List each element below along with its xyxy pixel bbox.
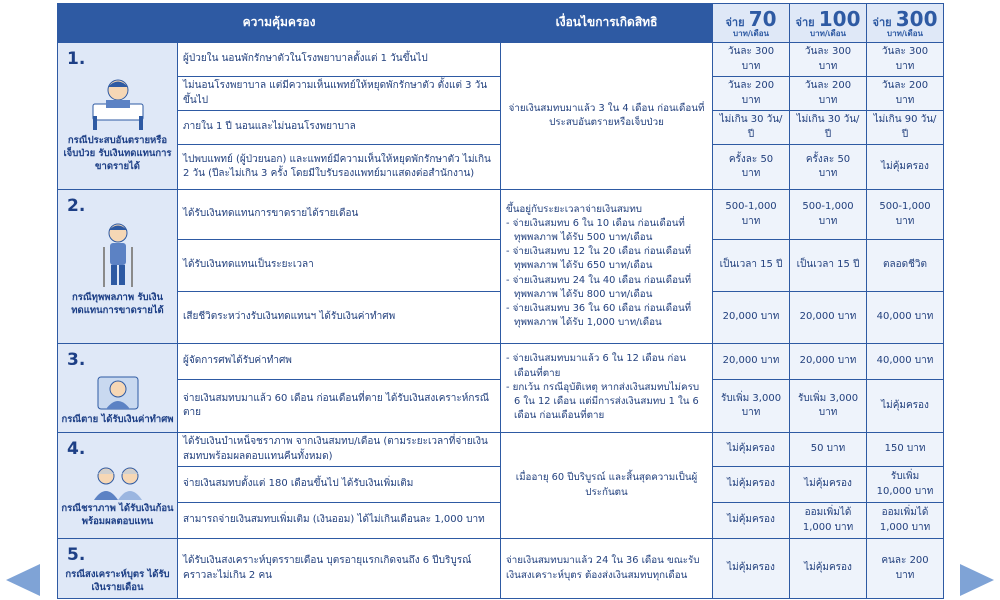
section-number: 3. xyxy=(67,350,86,370)
value-plan-100: ไม่คุ้มครอง xyxy=(790,539,867,599)
value-plan-100: 500-1,000 บาท xyxy=(790,190,867,240)
coverage-text: สามารถจ่ายเงินสมทบเพิ่มเติม (เงินออม) ได้ไม่เกินเดือนละ 1,000 บาท xyxy=(178,503,501,539)
table-row xyxy=(58,292,944,344)
table-row xyxy=(58,240,944,292)
section-number: 5. xyxy=(67,545,86,565)
section-caption: กรณีชราภาพ ได้รับเงินก้อนพร้อมผลตอบแทน xyxy=(61,502,174,527)
table-row xyxy=(58,145,944,190)
section-caption: กรณีประสบอันตรายหรือเจ็บป่วย รับเงินทดแทนการขาดรายได้ xyxy=(63,134,172,173)
coverage-text: ผู้ป่วยใน นอนพักรักษาตัวในโรงพยาบาลตั้งแต่ 1 วันขึ้นไป xyxy=(178,43,501,77)
section-3-label xyxy=(58,344,178,433)
header-condition: เงื่อนไขการเกิดสิทธิ xyxy=(501,4,713,43)
section-2-label xyxy=(58,190,178,344)
value-plan-70: ครั้งละ 50 บาท xyxy=(713,145,790,190)
coverage-text: ไปพบแพทย์ (ผู้ป่วยนอก) และแพทย์มีความเห็นให้หยุดพักรักษาตัว ไม่เกิน 2 วัน (ปีละไม่เกิน 3 ครั้ง โดยมีใบรับรองแพทย์มาแสดงต่อสำนักงาน) xyxy=(178,145,501,190)
value-plan-100: 20,000 บาท xyxy=(790,292,867,344)
previous-page-arrow-icon[interactable] xyxy=(6,564,40,596)
benefits-table-frame xyxy=(57,3,943,595)
condition-item: - ยกเว้น กรณีอุบัติเหตุ หากส่งเงินสมทบไม่ครบ 6 ใน 12 เดือน แต่มีการส่งเงินสมทบ 1 ใน 6 เดือน ก่อนเดือนที่ตาย xyxy=(506,381,700,422)
condition-item: - จ่ายเงินสมทบ 6 ใน 10 เดือน ก่อนเดือนที่ทุพพลภาพ ได้รับ 500 บาท/เดือน xyxy=(506,217,685,243)
elderly-couple-icon xyxy=(86,464,150,500)
condition-title: ขึ้นอยู่กับระยะเวลาจ่ายเงินสมทบ xyxy=(506,203,642,215)
condition-cell xyxy=(501,344,713,433)
value-plan-100: เป็นเวลา 15 ปี xyxy=(790,240,867,292)
value-plan-100: ไม่เกิน 30 วัน/ปี xyxy=(790,111,867,145)
section-number: 1. xyxy=(67,49,86,69)
table-row xyxy=(58,344,944,380)
value-plan-100: 20,000 บาท xyxy=(790,344,867,380)
value-plan-300: ไม่คุ้มครอง xyxy=(867,380,944,433)
benefits-table xyxy=(57,3,944,599)
table-row xyxy=(58,190,944,240)
value-plan-70: ไม่คุ้มครอง xyxy=(713,433,790,467)
table-row xyxy=(58,467,944,503)
value-plan-70: เป็นเวลา 15 ปี xyxy=(713,240,790,292)
header-plan-300: จ่าย 300 บาท/เดือน xyxy=(867,4,944,43)
table-header-row xyxy=(58,4,944,43)
value-plan-100: วันละ 200 บาท xyxy=(790,77,867,111)
value-plan-70: วันละ 300 บาท xyxy=(713,43,790,77)
coverage-text: ได้รับเงินสงเคราะห์บุตรรายเดือน บุตรอายุแรกเกิดจนถึง 6 ปีบริบูรณ์ คราวละไม่เกิน 2 คน xyxy=(178,539,501,599)
value-plan-70: รับเพิ่ม 3,000 บาท xyxy=(713,380,790,433)
value-plan-100: 50 บาท xyxy=(790,433,867,467)
value-plan-300: ไม่คุ้มครอง xyxy=(867,145,944,190)
value-plan-100: รับเพิ่ม 3,000 บาท xyxy=(790,380,867,433)
section-number: 2. xyxy=(67,196,86,216)
value-plan-70: 20,000 บาท xyxy=(713,292,790,344)
table-row xyxy=(58,539,944,599)
sick-person-in-bed-icon xyxy=(87,74,149,132)
coverage-text: ได้รับเงินทดแทนการขาดรายได้รายเดือน xyxy=(178,190,501,240)
value-plan-70: ไม่เกิน 30 วัน/ปี xyxy=(713,111,790,145)
coverage-text: จ่ายเงินสมทบมาแล้ว 60 เดือน ก่อนเดือนที่ตาย ได้รับเงินสงเคราะห์กรณีตาย xyxy=(178,380,501,433)
value-plan-300: ออมเพิ่มได้ 1,000 บาท xyxy=(867,503,944,539)
condition-item: - จ่ายเงินสมทบ 12 ใน 20 เดือน ก่อนเดือนที่ทุพพลภาพ ได้รับ 650 บาท/เดือน xyxy=(506,246,692,272)
value-plan-70: 20,000 บาท xyxy=(713,344,790,380)
elderly-person-portrait-icon xyxy=(96,375,140,411)
coverage-text: จ่ายเงินสมทบตั้งแต่ 180 เดือนขึ้นไป ได้รับเงินเพิ่มเติม xyxy=(178,467,501,503)
coverage-text: ไม่นอนโรงพยาบาล แต่มีความเห็นแพทย์ให้หยุดพักรักษาตัว ตั้งแต่ 3 วันขึ้นไป xyxy=(178,77,501,111)
section-caption: กรณีทุพพลภาพ รับเงินทดแทนการขาดรายได้ xyxy=(71,291,164,316)
value-plan-300: ตลอดชีวิต xyxy=(867,240,944,292)
header-coverage: ความคุ้มครอง xyxy=(58,4,501,43)
value-plan-300: 500-1,000 บาท xyxy=(867,190,944,240)
value-plan-300: ไม่เกิน 90 วัน/ปี xyxy=(867,111,944,145)
section-caption: กรณีตาย ได้รับเงินค่าทำศพ xyxy=(61,413,174,425)
value-plan-70: 500-1,000 บาท xyxy=(713,190,790,240)
value-plan-100: ไม่คุ้มครอง xyxy=(790,467,867,503)
table-row xyxy=(58,380,944,433)
condition-cell xyxy=(501,190,713,344)
section-caption: กรณีสงเคราะห์บุตร ได้รับเงินรายเดือน xyxy=(65,568,170,593)
condition-item: - จ่ายเงินสมทบมาแล้ว 6 ใน 12 เดือน ก่อนเดือนที่ตาย xyxy=(506,353,686,379)
value-plan-100: วันละ 300 บาท xyxy=(790,43,867,77)
coverage-text: เสียชีวิตระหว่างรับเงินทดแทนฯ ได้รับเงินค่าทำศพ xyxy=(178,292,501,344)
value-plan-300: คนละ 200 บาท xyxy=(867,539,944,599)
value-plan-300: 150 บาท xyxy=(867,433,944,467)
coverage-text: ได้รับเงินทดแทนเป็นระยะเวลา xyxy=(178,240,501,292)
value-plan-100: ออมเพิ่มได้ 1,000 บาท xyxy=(790,503,867,539)
header-plan-100: จ่าย 100 บาท/เดือน xyxy=(790,4,867,43)
coverage-text: ภายใน 1 ปี นอนและไม่นอนโรงพยาบาล xyxy=(178,111,501,145)
value-plan-300: 40,000 บาท xyxy=(867,344,944,380)
condition-text: จ่ายเงินสมทบมาแล้ว 3 ใน 4 เดือน ก่อนเดือนที่ประสบอันตรายหรือเจ็บป่วย xyxy=(501,43,713,190)
value-plan-70: วันละ 200 บาท xyxy=(713,77,790,111)
table-row xyxy=(58,77,944,111)
section-number: 4. xyxy=(67,439,86,459)
coverage-text: ได้รับเงินบำเหน็จชราภาพ จากเงินสมทบ/เดือน (ตามระยะเวลาที่จ่ายเงินสมทบพร้อมผลตอบแทนคืนทั้งหมด) xyxy=(178,433,501,467)
header-plan-70: จ่าย 70 บาท/เดือน xyxy=(713,4,790,43)
value-plan-70: ไม่คุ้มครอง xyxy=(713,539,790,599)
value-plan-70: ไม่คุ้มครอง xyxy=(713,467,790,503)
value-plan-70: ไม่คุ้มครอง xyxy=(713,503,790,539)
coverage-text: ผู้จัดการศพได้รับค่าทำศพ xyxy=(178,344,501,380)
section-4-label xyxy=(58,433,178,539)
condition-item: - จ่ายเงินสมทบ 36 ใน 60 เดือน ก่อนเดือนที่ทุพพลภาพ ได้รับ 1,000 บาท/เดือน xyxy=(506,303,692,329)
table-row xyxy=(58,503,944,539)
condition-text: จ่ายเงินสมทบมาแล้ว 24 ใน 36 เดือน ขณะรับเงินสงเคราะห์บุตร ต้องส่งเงินสมทบทุกเดือน xyxy=(501,539,713,599)
next-page-arrow-icon[interactable] xyxy=(960,564,994,596)
section-1-label xyxy=(58,43,178,190)
value-plan-300: รับเพิ่ม 10,000 บาท xyxy=(867,467,944,503)
condition-item: - จ่ายเงินสมทบ 24 ใน 40 เดือน ก่อนเดือนที่ทุพพลภาพ ได้รับ 800 บาท/เดือน xyxy=(506,274,692,300)
value-plan-300: วันละ 200 บาท xyxy=(867,77,944,111)
table-row xyxy=(58,43,944,77)
value-plan-300: วันละ 300 บาท xyxy=(867,43,944,77)
table-row xyxy=(58,111,944,145)
table-row xyxy=(58,433,944,467)
value-plan-100: ครั้งละ 50 บาท xyxy=(790,145,867,190)
condition-text: เมื่ออายุ 60 ปีบริบูรณ์ และสิ้นสุดความเป็นผู้ประกันตน xyxy=(501,433,713,539)
value-plan-300: 40,000 บาท xyxy=(867,292,944,344)
person-with-crutches-icon xyxy=(98,221,138,289)
section-5-label xyxy=(58,539,178,599)
